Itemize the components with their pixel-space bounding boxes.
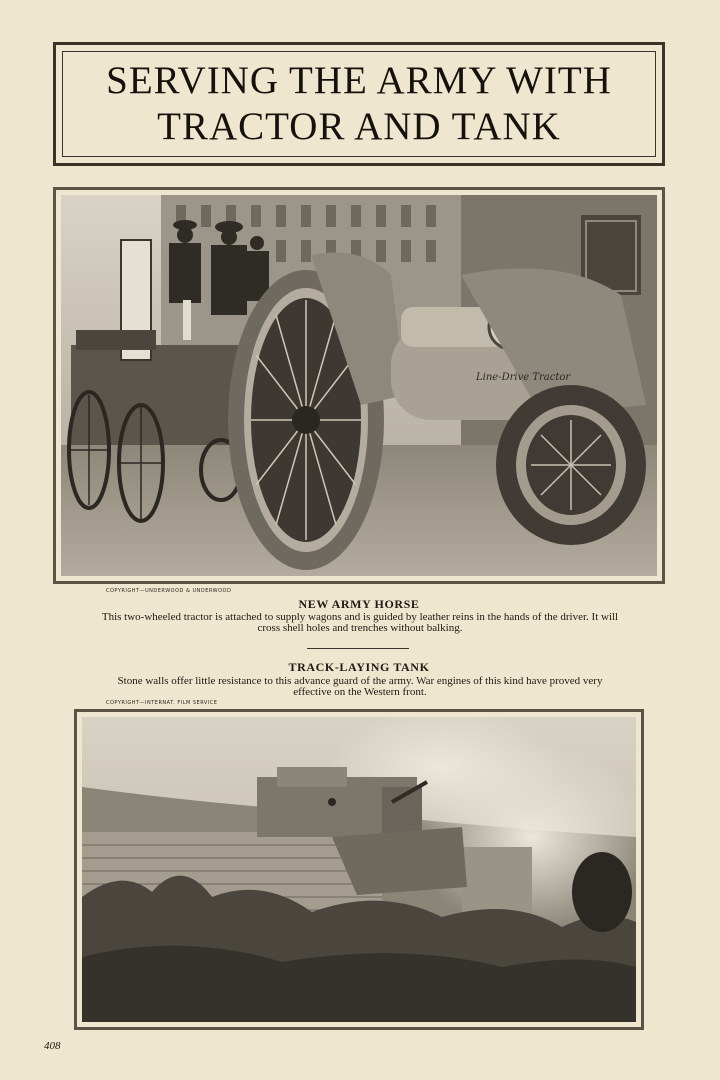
headline-box — [53, 42, 665, 166]
tractor-photo-frame — [53, 187, 665, 584]
caption-divider — [307, 648, 409, 649]
top-photo-credit: COPYRIGHT—UNDERWOOD & UNDERWOOD — [106, 588, 232, 594]
title-line-2: TRACTOR AND TANK — [157, 105, 561, 148]
caption-heading-tank: TRACK-LAYING TANK — [288, 660, 430, 674]
caption-text-tank: Stone walls offer little resistance to this advance guard of the army. War engines of this kind have proved very effective on the Western front. — [117, 675, 603, 698]
bottom-photo-credit: COPYRIGHT—INTERNAT. FILM SERVICE — [106, 700, 218, 706]
tank-photo — [82, 717, 636, 1022]
tractor-lettering: Line-Drive Tractor — [476, 372, 571, 383]
caption-text-tractor: This two-wheeled tractor is attached to supply wagons and is guided by leather reins in the hands of the driver. It will cross shell holes and trenches without balking. — [101, 611, 619, 634]
tank-illustration — [82, 717, 636, 1022]
caption-heading-tractor: NEW ARMY HORSE — [298, 597, 420, 611]
title-line-1: SERVING THE ARMY WITH — [106, 59, 612, 102]
page-number: 408 — [44, 1040, 61, 1052]
tractor-photo — [61, 195, 657, 576]
tank-photo-frame — [74, 709, 644, 1030]
page-title — [106, 58, 612, 150]
tractor-illustration — [61, 195, 657, 576]
